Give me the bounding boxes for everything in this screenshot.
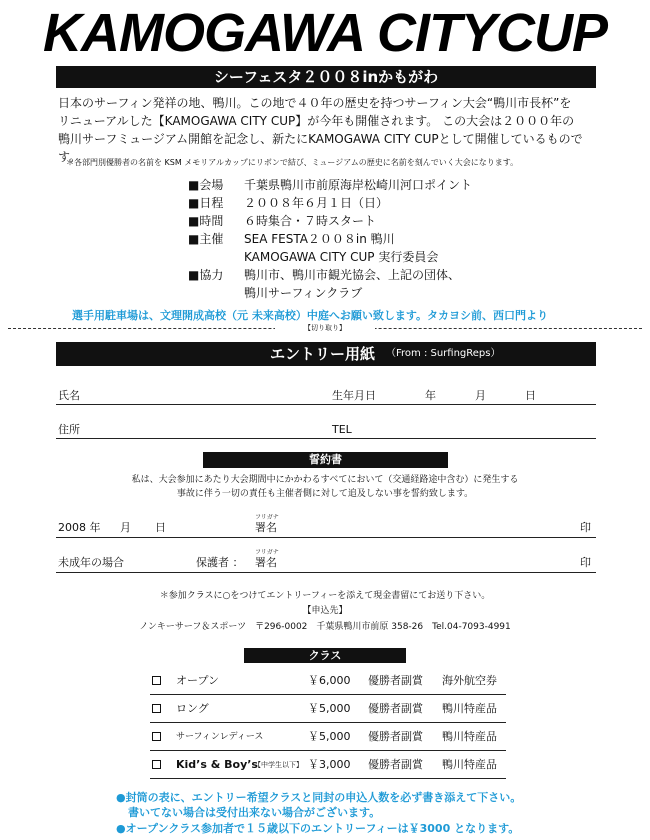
intro-line-2: リニューアルした【KAMOGAWA CITY CUP】が今年も開催されます。 この大会は２０００年の — [58, 114, 575, 128]
info-organizer — [188, 230, 395, 248]
class-award: 優勝者副賞 — [368, 702, 423, 715]
address-label: 住所 — [58, 423, 80, 436]
checkbox-icon[interactable] — [152, 732, 161, 741]
seal-mark: 印 — [580, 521, 591, 534]
sign-year: 2008 年 — [58, 521, 101, 534]
signature-field[interactable] — [56, 537, 596, 538]
birth-year: 年 — [425, 389, 436, 402]
class-prize: 鴨川特産品 — [442, 730, 497, 743]
checkbox-icon[interactable] — [152, 676, 161, 685]
guardian-seal-mark: 印 — [580, 556, 591, 569]
info-key: ■日程 — [188, 196, 224, 210]
parking-notice: 選手用駐車場は、文理開成高校（元 未来高校）中庭へお願い致します。タカヨシ前、西口門より — [72, 309, 548, 322]
pledge-text-1: 私は、大会参加にあたり大会期間中にかかわるすべてにおいて（交通経路途中含む）に発生する — [131, 475, 519, 485]
send-dest-label: 【申込先】 — [302, 606, 348, 616]
info-key: ■主催 — [188, 232, 224, 246]
info-date — [188, 194, 388, 212]
guardian-label: 保護者 ： — [196, 556, 244, 569]
class-award: 優勝者副賞 — [368, 674, 423, 687]
intro-line-3: 鴨川サーフミュージアム開館を記念し、新たにKAMOGAWA CITY CUPとして開催しているものです。 — [58, 132, 583, 164]
footer-line-3: ●オープンクラス参加者で１５歳以下のエントリーフィーは￥3000 となります。 — [116, 822, 520, 835]
info-value: 鴨川サーフィンクラブ — [244, 286, 363, 300]
class-prize: 鴨川特産品 — [442, 702, 497, 715]
name-field[interactable] — [56, 404, 596, 405]
birth-day: 日 — [525, 389, 536, 402]
sign-month: 月 — [120, 521, 131, 534]
pledge-banner: 誓約書 — [203, 452, 448, 468]
furigana-label-2: フリガナ — [255, 549, 279, 556]
info-value: 鴨川市、鴨川市観光協会、上記の団体、 — [244, 268, 461, 282]
furigana-label: フリガナ — [255, 514, 279, 521]
info-value: SEA FESTA２００８in 鴨川 — [244, 232, 395, 246]
guardian-sign-label: 署名 — [255, 556, 277, 569]
class-award: 優勝者副賞 — [368, 730, 423, 743]
birth-label: 生年月日 — [332, 389, 376, 402]
subtitle-banner: シーフェスタ２００８inかもがわ — [56, 66, 596, 88]
entry-source: （From : SurfingReps） — [386, 348, 501, 359]
info-value: ６時集合・７時スタート — [244, 214, 377, 228]
class-name: サーフィンレディース — [176, 732, 264, 742]
class-row-ladies[interactable] — [150, 727, 506, 751]
send-destination: ノンキーサーフ＆スポーツ 〒296-0002 千葉県鴨川市前原 358-26 Tel.04-7093-4991 — [139, 622, 511, 632]
class-row-kids[interactable] — [150, 755, 506, 779]
info-value: ２００８年６月１日（日） — [244, 196, 389, 210]
intro-note: ＊各部門別優勝者の名前を KSM メモリアルカップにリボンで結び、ミュージアムの歴史に名前を刻んでいく大会になります。 — [66, 158, 519, 167]
sign-day: 日 — [155, 521, 166, 534]
class-fee: ￥6,000 — [308, 674, 351, 687]
class-name: Kid’s & Boy’s — [176, 758, 258, 771]
checkbox-icon[interactable] — [152, 760, 161, 769]
cut-label: 【切り取り】 — [275, 323, 375, 333]
info-venue — [188, 176, 472, 194]
class-name: オープン — [176, 674, 220, 687]
class-fee: ￥5,000 — [308, 702, 351, 715]
class-tag: 【中学生以下】 — [254, 761, 303, 769]
sign-label: 署名 — [255, 521, 277, 534]
info-key: ■会場 — [188, 178, 224, 192]
class-prize: 鴨川特産品 — [442, 758, 497, 771]
birth-month: 月 — [475, 389, 486, 402]
class-banner: クラス — [244, 648, 406, 663]
tel-label: TEL — [332, 423, 352, 436]
send-instruction: ＊参加クラスに○をつけてエントリーフィーを添えて現金書留にてお送り下さい。 — [159, 591, 491, 601]
info-cooperation-2 — [188, 284, 362, 302]
pledge-text-2: 事故に伴う一切の責任も主催者側に対して追及しない事を誓約致します。 — [176, 489, 474, 499]
guardian-signature-field[interactable] — [56, 572, 596, 573]
class-name: ロング — [176, 702, 209, 715]
class-row-open[interactable] — [150, 671, 506, 695]
checkbox-icon[interactable] — [152, 704, 161, 713]
info-key: ■時間 — [188, 214, 224, 228]
info-value: 千葉県鴨川市前原海岸松崎川河口ポイント — [244, 178, 473, 192]
info-cooperation — [188, 266, 460, 284]
info-organizer-2 — [188, 248, 438, 266]
intro-line-1: 日本のサーフィン発祥の地、鴨川。この地で４０年の歴史を持つサーフィン大会“鴨川市長杯”を — [58, 96, 572, 110]
class-fee: ￥5,000 — [308, 730, 351, 743]
page-title: KAMOGAWA CITYCUP — [43, 3, 607, 63]
address-field[interactable] — [56, 438, 596, 439]
footer-line-1: ●封筒の表に、エントリー希望クラスと同封の申込人数を必ず書き添えて下さい。 — [116, 791, 522, 804]
info-value: KAMOGAWA CITY CUP 実行委員会 — [244, 250, 439, 264]
entry-title: エントリー用紙 — [270, 345, 376, 363]
class-prize: 海外航空券 — [442, 674, 497, 687]
minor-label: 未成年の場合 — [58, 556, 124, 569]
info-time — [188, 212, 376, 230]
info-key: ■協力 — [188, 268, 224, 282]
class-row-long[interactable] — [150, 699, 506, 723]
class-award: 優勝者副賞 — [368, 758, 423, 771]
class-fee: ￥3,000 — [308, 758, 351, 771]
entry-banner — [56, 342, 596, 366]
footer-line-2: 書いてない場合は受付出来ない場合がございます。 — [128, 806, 381, 819]
name-label: 氏名 — [58, 389, 80, 402]
